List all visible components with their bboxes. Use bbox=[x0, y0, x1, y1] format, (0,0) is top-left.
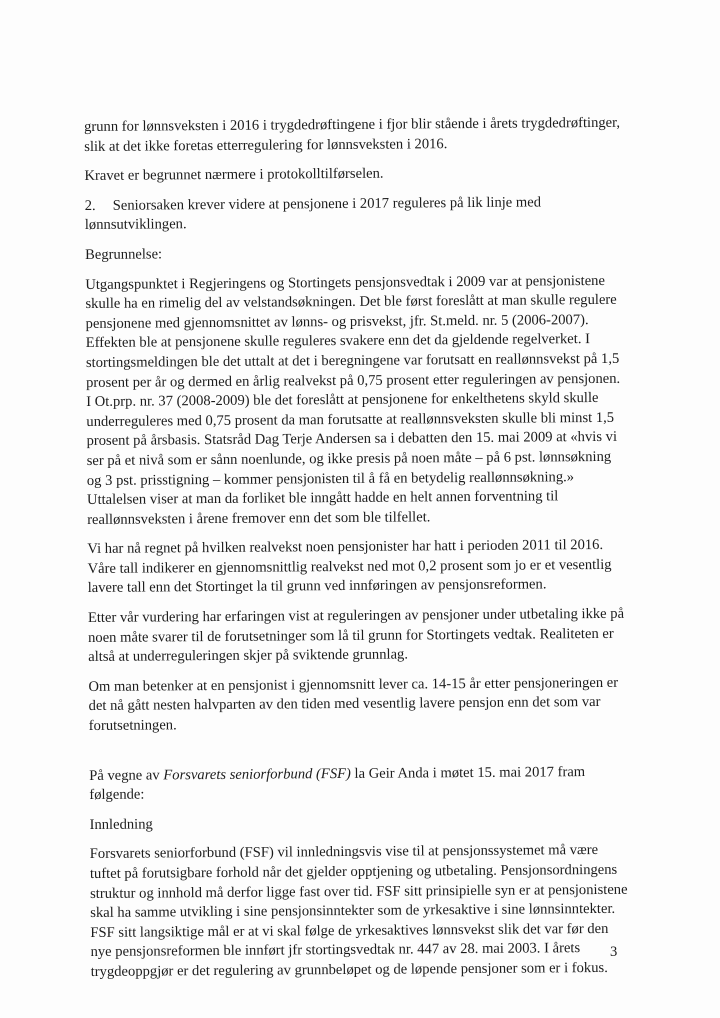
page-number: 3 bbox=[610, 944, 618, 960]
representation-suffix: la Geir Anda i møtet 15. mai 2017 fram følgende: bbox=[89, 763, 586, 804]
paragraph-assessment: Etter vår vurdering har erfaringen vist at reguleringen av pensjoner under utbetaling ikke på noen måte svarer til de forutsetninger som lå til grunn for Stortingets vedtak. Realiteten er altså at underreguleringen skjer på sviktende grunnlag. bbox=[87, 605, 625, 666]
claim-number: 2. bbox=[84, 197, 96, 214]
paragraph-protocol-note: Kravet er begrunnet nærmere i protokolltilførselen. bbox=[84, 165, 384, 185]
paragraph-continuation: grunn for lønnsveksten i 2016 i trygdedrøftingene i fjor blir stående i årets trygdedrøftinger, slik at det ikke foretas etterregulering for lønnsveksten i 2016. bbox=[84, 114, 621, 155]
justification-label: Begrunnelse: bbox=[85, 246, 163, 263]
document-body bbox=[84, 114, 631, 993]
paragraph-introduction: Forsvarets seniorforbund (FSF) vil innledningsvis vise til at pensjonssystemet må være tuftet på forutsigbare forhold når det gjelder opptjening og utbetaling. Pensjonsordningens struktur og innhold må derfor ligge fast over tid. FSF sitt prinsipielle syn er at pensjonistene skal ha samme utvikling i sine pensjonsinntekter som de yrkesaktive i sine lønnsinntekter. FSF sitt langsiktige mål er at vi skal følge de yrkesaktives lønnsvekst slik det var før den nye pensjonsreformen ble innført jfr stortingsvedtak nr. 447 av 28. mai 2003. I årets trygdeoppgjør er det regulering av grunnbeløpet og de løpende pensjoner som er i fokus. bbox=[89, 842, 628, 980]
numbered-claim bbox=[85, 193, 625, 236]
representation-line bbox=[89, 762, 629, 805]
paragraph-calculation: Vi har nå regnet på hvilken realvekst noen pensjonister har hatt i perioden 2011 til 2016. Våre tall indikerer en gjennomsnittlig realvekst ned mot 0,2 prosent som jo er et vesentlig lavere tall enn det Stortinget la til grunn ved innføringen av pensjonsreformen. bbox=[87, 537, 612, 597]
representation-prefix: På vegne av bbox=[89, 767, 164, 784]
organization-name: Forsvarets seniorforbund (FSF) bbox=[163, 765, 351, 784]
paragraph-background: Utgangspunktet i Regjeringens og Stortingets pensjonsvedtak i 2009 var at pensjonistene skulle ha en rimelig del av velstandsøkningen. Det ble først foreslått at man skulle regulere pensjonene med gjennomsnittet av lønns- og prisvekst, jfr. St.meld. nr. 5 (2006-2007). Effekten ble at pensjonene skulle reguleres svakere enn det da gjeldende regelverket. I stortingsmeldingen ble det uttalt at det i beregningene var forutsatt en reallønnsvekst på 1,5 prosent per år og dermed en årlig realvekst på 0,75 prosent etter reguleringen av pensjonen. I Ot.prp. nr. 37 (2008-2009) ble det foreslått at pensjonene for enkelthetens skyld skulle underreguleres med 0,75 prosent da man forutsatte at reallønnsveksten skulle bli minst 1,5 prosent på årsbasis. Statsråd Dag Terje Andersen sa i debatten den 15. mai 2009 at «hvis vi ser på et nivå som er sånn noenlunde, og ikke presis på noen måte – på 6 pst. lønnsøkning og 3 pst. prisstigning – kommer pensjonisten til å få en betydelig reallønnsøkning.» Uttalelsen viser at man da forliket ble inngått hadde en helt annen forventning til reallønnsveksten i årene fremover enn det som ble tilfellet. bbox=[85, 272, 621, 528]
section-heading: Innledning bbox=[89, 816, 153, 833]
claim-text: Seniorsaken krever videre at pensjonene i 2017 reguleres på lik linje med lønnsutviklingen. bbox=[84, 194, 542, 234]
paragraph-lifetime: Om man betenker at en pensjonist i gjennomsnitt lever ca. 14-15 år etter pensjoneringen er det nå gått nesten halvparten av den tiden med vesentlig lavere pensjon enn det som var forutsetningen. bbox=[88, 674, 619, 735]
